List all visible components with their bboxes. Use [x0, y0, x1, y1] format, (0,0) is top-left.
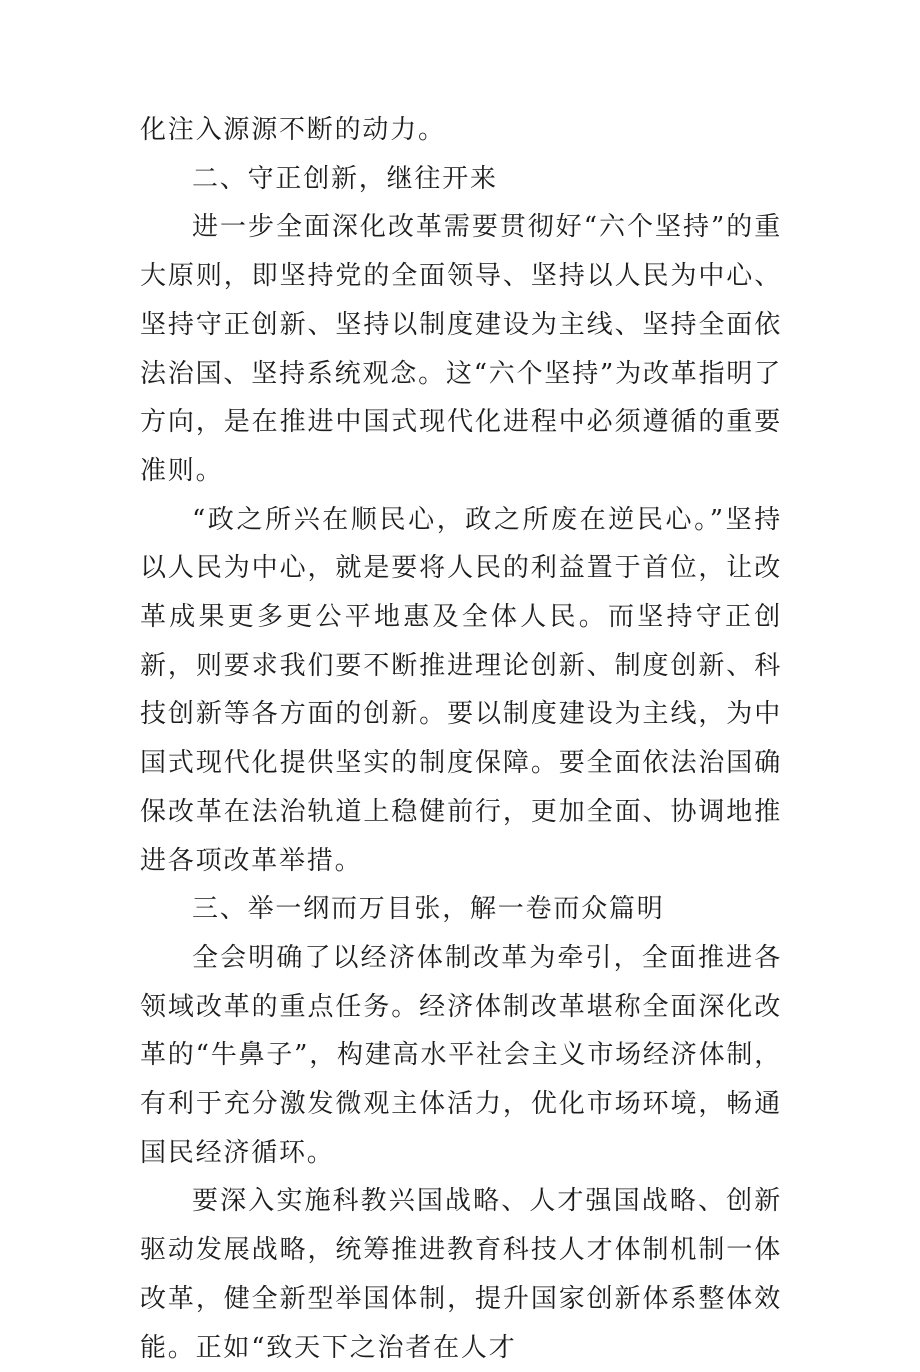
paragraph: “政之所兴在顺民心，政之所废在逆民心。”坚持以人民为中心，就是要将人民的利益置于首位，让改革成果更多更公平地惠及全体人民。而坚持守正创新，则要求我们要不断推进理论创新、制度创新、科技创新等各方面的创新。要以制度建设为主线，为中国式现代化提供坚实的制度保障。要全面依法治国确保改革在法治轨道上稳健前行，更加全面、协调地推进各项改革举措。: [140, 504, 782, 876]
paragraph: 全会明确了以经济体制改革为牵引，全面推进各领域改革的重点任务。经济体制改革堪称全面深化改革的“牛鼻子”，构建高水平社会主义市场经济体制，有利于充分激发微观主体活力，优化市场环境，畅通国民经济循环。: [140, 942, 782, 1168]
section-heading-2: 二、守正创新，继往开来: [192, 163, 498, 194]
paragraph-continuation: 化注入源源不断的动力。: [140, 115, 446, 145]
document-body: [140, 106, 782, 1372]
paragraph: 进一步全面深化改革需要贯彻好“六个坚持”的重大原则，即坚持党的全面领导、坚持以人民为中心、坚持守正创新、坚持以制度建设为主线、坚持全面依法治国、坚持系统观念。这“六个坚持”为改革指明了方向，是在推进中国式现代化进程中必须遵循的重要准则。: [140, 212, 782, 486]
paragraph: 要深入实施科教兴国战略、人才强国战略、创新驱动发展战略，统筹推进教育科技人才体制机制一体改革，健全新型举国体制，提升国家创新体系整体效能。正如“致天下之治者在人才: [140, 1186, 782, 1363]
section-heading-3: 三、举一纲而万目张，解一卷而众篇明: [192, 894, 665, 925]
